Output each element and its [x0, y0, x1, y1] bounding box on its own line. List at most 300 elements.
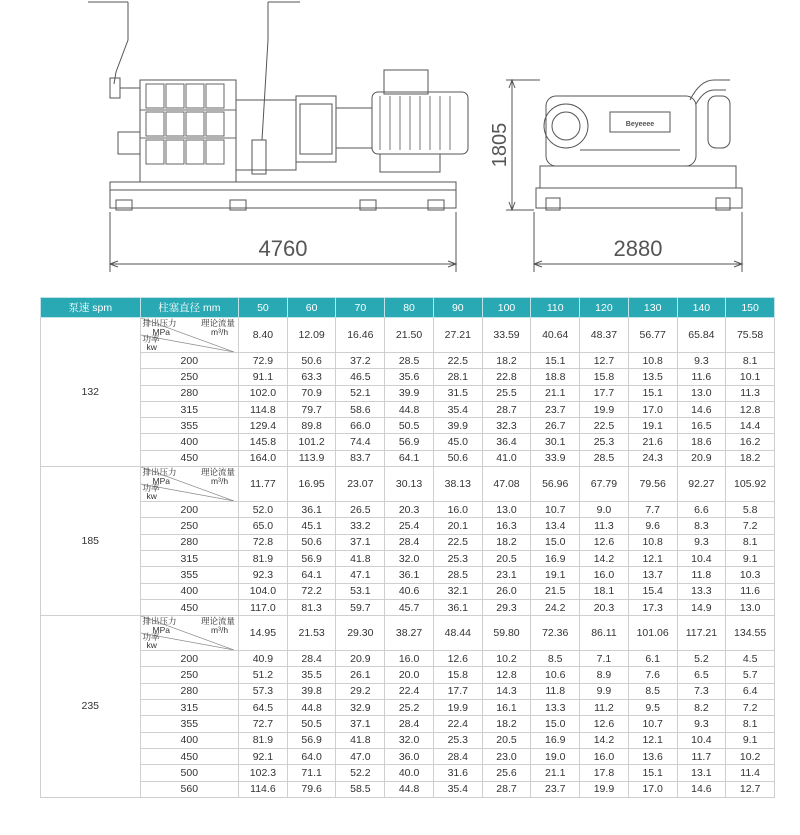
header-diameter-value: 50	[239, 298, 288, 318]
flow-value-cell: 16.46	[336, 318, 385, 353]
pressure-value-cell: 8.5	[531, 651, 580, 667]
pressure-value-cell: 12.7	[726, 781, 775, 797]
header-diameter-value: 110	[531, 298, 580, 318]
pressure-value-cell: 32.9	[336, 700, 385, 716]
pressure-value-cell: 64.5	[239, 700, 288, 716]
pressure-value-cell: 12.6	[580, 716, 629, 732]
pressure-value-cell: 41.8	[336, 550, 385, 566]
header-diameter: 柱塞直径 mm	[140, 298, 239, 318]
power-cell: 315	[140, 700, 239, 716]
corner-header-cell	[140, 318, 239, 353]
pressure-value-cell: 13.6	[628, 748, 677, 764]
pressure-value-cell: 10.1	[726, 369, 775, 385]
pressure-value-cell: 9.1	[726, 550, 775, 566]
pressure-value-cell: 47.0	[336, 748, 385, 764]
pressure-value-cell: 10.4	[677, 732, 726, 748]
power-cell: 280	[140, 683, 239, 699]
pressure-value-cell: 36.4	[482, 434, 531, 450]
pressure-value-cell: 13.3	[677, 583, 726, 599]
pressure-value-cell: 22.5	[580, 418, 629, 434]
pump-unit-drawing	[0, 0, 800, 296]
pressure-value-cell: 21.1	[531, 385, 580, 401]
pressure-value-cell: 22.4	[385, 683, 434, 699]
pressure-value-cell: 9.3	[677, 353, 726, 369]
pressure-value-cell: 79.6	[287, 781, 336, 797]
flow-value-cell: 21.50	[385, 318, 434, 353]
pressure-value-cell: 9.5	[628, 700, 677, 716]
pressure-value-cell: 23.7	[531, 401, 580, 417]
flow-value-cell: 72.36	[531, 616, 580, 651]
pressure-value-cell: 28.1	[433, 369, 482, 385]
flow-value-cell: 48.37	[580, 318, 629, 353]
pressure-value-cell: 31.6	[433, 765, 482, 781]
header-diameter-value: 80	[385, 298, 434, 318]
pressure-value-cell: 8.1	[726, 716, 775, 732]
pressure-value-cell: 16.0	[433, 502, 482, 518]
pressure-value-cell: 53.1	[336, 583, 385, 599]
pressure-value-cell: 18.2	[726, 450, 775, 466]
pressure-value-cell: 23.1	[482, 567, 531, 583]
pressure-value-cell: 35.6	[385, 369, 434, 385]
pressure-value-cell: 25.2	[385, 700, 434, 716]
pressure-value-cell: 71.1	[287, 765, 336, 781]
pressure-value-cell: 20.5	[482, 732, 531, 748]
header-diameter-value: 130	[628, 298, 677, 318]
pressure-value-cell: 56.9	[287, 732, 336, 748]
pressure-value-cell: 18.1	[580, 583, 629, 599]
pressure-value-cell: 19.9	[433, 700, 482, 716]
pressure-value-cell: 17.7	[433, 683, 482, 699]
pressure-value-cell: 17.0	[628, 781, 677, 797]
power-cell: 500	[140, 765, 239, 781]
pressure-value-cell: 9.6	[628, 518, 677, 534]
power-cell: 250	[140, 369, 239, 385]
pressure-value-cell: 51.2	[239, 667, 288, 683]
power-cell: 280	[140, 385, 239, 401]
pressure-value-cell: 10.8	[628, 353, 677, 369]
pressure-value-cell: 50.5	[287, 716, 336, 732]
pressure-value-cell: 59.7	[336, 599, 385, 615]
flow-value-cell: 105.92	[726, 467, 775, 502]
pressure-value-cell: 15.0	[531, 534, 580, 550]
flow-unit: m³/h	[211, 476, 229, 487]
pressure-value-cell: 12.1	[628, 550, 677, 566]
pressure-value-cell: 23.0	[482, 748, 531, 764]
pressure-value-cell: 14.6	[677, 401, 726, 417]
pressure-value-cell: 16.2	[726, 434, 775, 450]
pressure-value-cell: 12.7	[580, 353, 629, 369]
pressure-value-cell: 101.2	[287, 434, 336, 450]
header-diameter-value: 70	[336, 298, 385, 318]
flow-value-cell: 11.77	[239, 467, 288, 502]
pressure-value-cell: 24.2	[531, 599, 580, 615]
pressure-value-cell: 14.9	[677, 599, 726, 615]
pressure-value-cell: 22.4	[433, 716, 482, 732]
flow-value-cell: 33.59	[482, 318, 531, 353]
pressure-value-cell: 17.8	[580, 765, 629, 781]
pressure-value-cell: 92.1	[239, 748, 288, 764]
pressure-value-cell: 32.1	[433, 583, 482, 599]
header-diameter-value: 120	[580, 298, 629, 318]
pressure-value-cell: 9.0	[580, 502, 629, 518]
flow-value-cell: 134.55	[726, 616, 775, 651]
pressure-value-cell: 72.9	[239, 353, 288, 369]
table-row	[41, 518, 775, 534]
pressure-value-cell: 25.3	[580, 434, 629, 450]
flow-value-cell: 48.44	[433, 616, 482, 651]
pressure-value-cell: 15.8	[433, 667, 482, 683]
pressure-value-cell: 6.6	[677, 502, 726, 518]
pressure-value-cell: 19.0	[531, 748, 580, 764]
pressure-value-cell: 44.8	[287, 700, 336, 716]
power-cell: 355	[140, 567, 239, 583]
pressure-value-cell: 36.0	[385, 748, 434, 764]
pressure-value-cell: 40.6	[385, 583, 434, 599]
pressure-value-cell: 81.9	[239, 550, 288, 566]
table-row	[41, 418, 775, 434]
pressure-value-cell: 65.0	[239, 518, 288, 534]
flow-value-cell: 79.56	[628, 467, 677, 502]
pressure-value-cell: 17.0	[628, 401, 677, 417]
flow-value-cell: 65.84	[677, 318, 726, 353]
pressure-value-cell: 33.2	[336, 518, 385, 534]
pressure-value-cell: 14.3	[482, 683, 531, 699]
pressure-value-cell: 13.0	[482, 502, 531, 518]
flow-value-cell: 38.13	[433, 467, 482, 502]
pressure-value-cell: 64.1	[287, 567, 336, 583]
pressure-value-cell: 22.5	[433, 534, 482, 550]
pressure-value-cell: 64.1	[385, 450, 434, 466]
pressure-value-cell: 18.6	[677, 434, 726, 450]
pressure-value-cell: 19.1	[628, 418, 677, 434]
table-header-row	[41, 298, 775, 318]
pressure-value-cell: 102.0	[239, 385, 288, 401]
pressure-value-cell: 20.3	[580, 599, 629, 615]
pressure-value-cell: 36.1	[433, 599, 482, 615]
pressure-value-cell: 58.5	[336, 781, 385, 797]
pressure-value-cell: 33.9	[531, 450, 580, 466]
table-row	[41, 700, 775, 716]
flow-value-cell: 14.95	[239, 616, 288, 651]
flow-value-cell: 56.77	[628, 318, 677, 353]
pressure-value-cell: 18.2	[482, 534, 531, 550]
power-cell: 250	[140, 667, 239, 683]
table-row	[41, 353, 775, 369]
pressure-value-cell: 16.9	[531, 550, 580, 566]
pressure-value-cell: 72.8	[239, 534, 288, 550]
pressure-value-cell: 28.5	[385, 353, 434, 369]
pressure-value-cell: 9.1	[726, 732, 775, 748]
pressure-value-cell: 66.0	[336, 418, 385, 434]
pressure-value-cell: 7.2	[726, 700, 775, 716]
flow-value-cell: 40.64	[531, 318, 580, 353]
pressure-value-cell: 9.9	[580, 683, 629, 699]
pressure-value-cell: 20.3	[385, 502, 434, 518]
pressure-value-cell: 22.5	[433, 353, 482, 369]
flow-value-cell: 86.11	[580, 616, 629, 651]
pressure-value-cell: 35.5	[287, 667, 336, 683]
pressure-value-cell: 5.8	[726, 502, 775, 518]
pressure-value-cell: 56.9	[287, 550, 336, 566]
pressure-value-cell: 63.3	[287, 369, 336, 385]
pressure-value-cell: 89.8	[287, 418, 336, 434]
speed-cell: 132	[41, 318, 141, 467]
pressure-value-cell: 16.0	[580, 567, 629, 583]
pressure-value-cell: 22.8	[482, 369, 531, 385]
pressure-value-cell: 16.3	[482, 518, 531, 534]
pressure-value-cell: 14.2	[580, 732, 629, 748]
pressure-value-cell: 26.7	[531, 418, 580, 434]
power-cell: 400	[140, 583, 239, 599]
pressure-value-cell: 31.5	[433, 385, 482, 401]
pressure-value-cell: 5.2	[677, 651, 726, 667]
power-cell: 400	[140, 732, 239, 748]
pressure-value-cell: 114.8	[239, 401, 288, 417]
flow-value-cell: 8.40	[239, 318, 288, 353]
pressure-value-cell: 11.6	[726, 583, 775, 599]
pressure-value-cell: 7.2	[726, 518, 775, 534]
table-row	[41, 732, 775, 748]
table-row	[41, 748, 775, 764]
pressure-value-cell: 37.2	[336, 353, 385, 369]
table-body	[41, 318, 775, 798]
pressure-value-cell: 12.6	[433, 651, 482, 667]
pressure-value-cell: 50.6	[287, 534, 336, 550]
pressure-value-cell: 10.8	[628, 534, 677, 550]
flow-label: 理论流量	[201, 467, 236, 478]
pressure-value-cell: 72.7	[239, 716, 288, 732]
speed-cell: 185	[41, 467, 141, 616]
flow-label: 理论流量	[201, 318, 236, 328]
table-row	[41, 385, 775, 401]
pressure-value-cell: 45.1	[287, 518, 336, 534]
pressure-value-cell: 40.0	[385, 765, 434, 781]
table-row	[41, 765, 775, 781]
pressure-value-cell: 25.3	[433, 732, 482, 748]
pressure-value-cell: 74.4	[336, 434, 385, 450]
power-cell: 200	[140, 651, 239, 667]
pressure-value-cell: 15.1	[628, 765, 677, 781]
pressure-value-cell: 8.5	[628, 683, 677, 699]
pressure-value-cell: 21.5	[531, 583, 580, 599]
table-row	[41, 550, 775, 566]
power-cell: 280	[140, 534, 239, 550]
pressure-value-cell: 21.1	[531, 765, 580, 781]
pressure-value-cell: 15.1	[531, 353, 580, 369]
pressure-value-cell: 36.1	[287, 502, 336, 518]
header-speed: 泵速 spm	[41, 298, 141, 318]
pressure-value-cell: 36.1	[385, 567, 434, 583]
pressure-value-cell: 25.5	[482, 385, 531, 401]
flow-value-cell: 27.21	[433, 318, 482, 353]
pressure-value-cell: 52.2	[336, 765, 385, 781]
pressure-value-cell: 41.0	[482, 450, 531, 466]
pressure-value-cell: 12.6	[580, 534, 629, 550]
pressure-value-cell: 18.2	[482, 353, 531, 369]
pressure-value-cell: 15.4	[628, 583, 677, 599]
flow-value-cell: 56.96	[531, 467, 580, 502]
pressure-value-cell: 13.0	[677, 385, 726, 401]
pressure-value-cell: 10.7	[628, 716, 677, 732]
pressure-value-cell: 28.5	[580, 450, 629, 466]
pressure-value-cell: 26.1	[336, 667, 385, 683]
power-cell: 560	[140, 781, 239, 797]
pressure-value-cell: 45.0	[433, 434, 482, 450]
pressure-value-cell: 20.9	[677, 450, 726, 466]
pressure-value-cell: 11.7	[677, 748, 726, 764]
pressure-value-cell: 5.7	[726, 667, 775, 683]
pressure-value-cell: 164.0	[239, 450, 288, 466]
flow-value-cell: 59.80	[482, 616, 531, 651]
pressure-value-cell: 11.8	[677, 567, 726, 583]
pressure-value-cell: 13.5	[628, 369, 677, 385]
pressure-value-cell: 114.6	[239, 781, 288, 797]
pressure-label: 排出压力	[142, 318, 177, 328]
pressure-value-cell: 32.0	[385, 732, 434, 748]
flow-value-cell: 16.95	[287, 467, 336, 502]
flow-value-cell: 75.58	[726, 318, 775, 353]
pressure-value-cell: 28.7	[482, 401, 531, 417]
pressure-value-cell: 11.3	[726, 385, 775, 401]
pressure-value-cell: 58.6	[336, 401, 385, 417]
table-row	[41, 450, 775, 466]
power-unit: kw	[146, 491, 157, 502]
table-row	[41, 502, 775, 518]
header-diameter-value: 100	[482, 298, 531, 318]
pressure-value-cell: 40.9	[239, 651, 288, 667]
flow-row	[41, 616, 775, 651]
pressure-value-cell: 25.3	[433, 550, 482, 566]
pressure-value-cell: 28.7	[482, 781, 531, 797]
pressure-value-cell: 10.7	[531, 502, 580, 518]
pressure-value-cell: 12.8	[726, 401, 775, 417]
table-row	[41, 401, 775, 417]
pressure-value-cell: 104.0	[239, 583, 288, 599]
header-diameter-value: 140	[677, 298, 726, 318]
pressure-value-cell: 30.1	[531, 434, 580, 450]
pressure-value-cell: 23.7	[531, 781, 580, 797]
pressure-value-cell: 18.8	[531, 369, 580, 385]
pressure-value-cell: 16.9	[531, 732, 580, 748]
pressure-value-cell: 28.4	[287, 651, 336, 667]
pressure-value-cell: 50.5	[385, 418, 434, 434]
nameplate-logo: Beyeeee	[625, 121, 655, 128]
pressure-value-cell: 70.9	[287, 385, 336, 401]
corner-header-cell	[140, 467, 239, 502]
table-row	[41, 567, 775, 583]
power-cell: 355	[140, 418, 239, 434]
flow-value-cell: 92.27	[677, 467, 726, 502]
pressure-value-cell: 14.6	[677, 781, 726, 797]
pressure-value-cell: 45.7	[385, 599, 434, 615]
flow-value-cell: 23.07	[336, 467, 385, 502]
pressure-value-cell: 15.1	[628, 385, 677, 401]
power-label: 功率	[142, 483, 160, 494]
pressure-value-cell: 56.9	[385, 434, 434, 450]
flow-row	[41, 318, 775, 353]
pressure-value-cell: 15.8	[580, 369, 629, 385]
pressure-value-cell: 50.6	[287, 353, 336, 369]
pressure-value-cell: 28.4	[385, 534, 434, 550]
pressure-value-cell: 10.3	[726, 567, 775, 583]
pressure-value-cell: 16.0	[385, 651, 434, 667]
flow-value-cell: 101.06	[628, 616, 677, 651]
pressure-value-cell: 10.2	[726, 748, 775, 764]
flow-value-cell: 12.09	[287, 318, 336, 353]
pressure-value-cell: 113.9	[287, 450, 336, 466]
pressure-value-cell: 72.2	[287, 583, 336, 599]
pressure-unit: MPa	[152, 476, 171, 487]
pressure-value-cell: 4.5	[726, 651, 775, 667]
power-unit: kw	[146, 640, 157, 651]
pressure-value-cell: 28.4	[433, 748, 482, 764]
table-row	[41, 534, 775, 550]
pressure-value-cell: 10.4	[677, 550, 726, 566]
pressure-value-cell: 92.3	[239, 567, 288, 583]
pressure-value-cell: 18.2	[482, 716, 531, 732]
flow-value-cell: 38.27	[385, 616, 434, 651]
pressure-label: 排出压力	[142, 467, 177, 478]
pressure-value-cell: 102.3	[239, 765, 288, 781]
pressure-value-cell: 91.1	[239, 369, 288, 385]
pressure-value-cell: 28.4	[385, 716, 434, 732]
table-row	[41, 434, 775, 450]
pressure-value-cell: 57.3	[239, 683, 288, 699]
pressure-value-cell: 6.4	[726, 683, 775, 699]
pressure-value-cell: 16.1	[482, 700, 531, 716]
pressure-value-cell: 6.1	[628, 651, 677, 667]
pressure-value-cell: 6.5	[677, 667, 726, 683]
pressure-value-cell: 20.5	[482, 550, 531, 566]
table-row	[41, 651, 775, 667]
pressure-value-cell: 13.1	[677, 765, 726, 781]
pressure-value-cell: 145.8	[239, 434, 288, 450]
pressure-value-cell: 35.4	[433, 401, 482, 417]
power-cell: 400	[140, 434, 239, 450]
pressure-value-cell: 44.8	[385, 781, 434, 797]
pressure-value-cell: 11.2	[580, 700, 629, 716]
pressure-value-cell: 7.3	[677, 683, 726, 699]
table-row	[41, 781, 775, 797]
pressure-value-cell: 39.9	[385, 385, 434, 401]
pressure-value-cell: 19.9	[580, 401, 629, 417]
pressure-value-cell: 83.7	[336, 450, 385, 466]
flow-unit: m³/h	[211, 327, 229, 337]
pressure-value-cell: 14.4	[726, 418, 775, 434]
pressure-value-cell: 28.5	[433, 567, 482, 583]
height-dimension: 1805	[489, 122, 511, 168]
table-row	[41, 599, 775, 615]
pressure-value-cell: 10.2	[482, 651, 531, 667]
flow-row	[41, 467, 775, 502]
pressure-value-cell: 26.0	[482, 583, 531, 599]
power-cell: 250	[140, 518, 239, 534]
pressure-value-cell: 8.2	[677, 700, 726, 716]
pressure-value-cell: 16.0	[580, 748, 629, 764]
pressure-value-cell: 13.0	[726, 599, 775, 615]
header-diameter-value: 150	[726, 298, 775, 318]
pressure-value-cell: 13.3	[531, 700, 580, 716]
pressure-value-cell: 32.0	[385, 550, 434, 566]
pressure-value-cell: 24.3	[628, 450, 677, 466]
pressure-value-cell: 25.6	[482, 765, 531, 781]
flow-value-cell: 47.08	[482, 467, 531, 502]
pressure-value-cell: 11.3	[580, 518, 629, 534]
power-unit: kw	[146, 342, 157, 352]
pressure-label: 排出压力	[142, 616, 177, 627]
flow-value-cell: 67.79	[580, 467, 629, 502]
pressure-value-cell: 37.1	[336, 716, 385, 732]
